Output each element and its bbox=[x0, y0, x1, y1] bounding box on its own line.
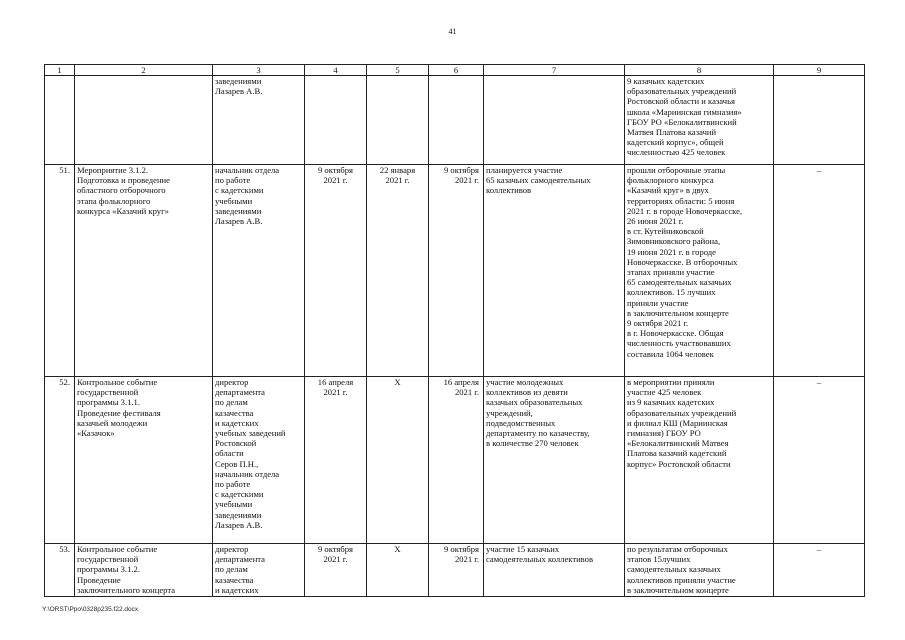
table-row bbox=[45, 544, 865, 597]
responsible-cell: директор департамента по делам казачества и кадетских учебных заведений Ростовской области Серов П.Н., начальник отдела по работе с кадетскими учебными заведениями Лазарев А.В. bbox=[213, 377, 305, 544]
expected-result-cell: участие 15 казачьих самодеятельных коллективов bbox=[484, 544, 625, 597]
column-header: 1 bbox=[45, 65, 75, 76]
plan-end-cell: 22 января 2021 г. bbox=[367, 165, 429, 377]
footer-file-path: Y:\ORST\Ppo\0328p235.f22.docx bbox=[42, 606, 139, 613]
notes-cell: – bbox=[774, 544, 865, 597]
expected-result-cell: планируется участие 65 казачьих самодеятельных коллективов bbox=[484, 165, 625, 377]
expected-result-cell: участие молодежных коллективов из девяти казачьих образовательных учреждений, подведомственных департаменту по казачеству, в количестве 270 человек bbox=[484, 377, 625, 544]
row-number: 51. bbox=[45, 165, 75, 377]
table-row bbox=[45, 377, 865, 544]
row-number: 53. bbox=[45, 544, 75, 597]
responsible-cell: директор департамента по делам казачества и кадетских bbox=[213, 544, 305, 597]
table-row bbox=[45, 165, 865, 377]
expected-result-cell bbox=[484, 76, 625, 165]
column-header: 8 bbox=[625, 65, 774, 76]
column-header: 6 bbox=[429, 65, 484, 76]
fact-start-cell: 9 октября 2021 г. bbox=[429, 165, 484, 377]
column-header: 2 bbox=[75, 65, 213, 76]
actual-result-cell: по результатам отборочных этапов 15лучших самодеятельных казачьих коллективов приняли участие в заключительном концерте bbox=[625, 544, 774, 597]
row-number bbox=[45, 76, 75, 165]
fact-start-cell: 16 апреля 2021 г. bbox=[429, 377, 484, 544]
row-number: 52. bbox=[45, 377, 75, 544]
actual-result-cell: прошли отборочные этапы фольклорного конкурса «Казачий круг» в двух территориях области: 5 июня 2021 г. в городе Новочеркасске, 26 июня 2021 г. в ст. Кутейниковской Зимовниковского района, 19 июня 2021 г. в городе Новочеркасске. В отборочных этапах приняли участие 65 самодеятельных казачьих коллективов. 15 лучших приняли участие в заключительном концерте 9 октября 2021 г. в г. Новочеркасске. Общая численность участвовавших составила 1064 человек bbox=[625, 165, 774, 377]
event-cell bbox=[75, 76, 213, 165]
notes-cell bbox=[774, 76, 865, 165]
plan-end-cell bbox=[367, 76, 429, 165]
actual-result-cell: в мероприятии приняли участие 425 человек из 9 казачьих кадетских образовательных учреждений и филиал КШ (Мариинская гимназия) ГБОУ РО «Белокалитвинский Матвея Платова казачий кадетский корпус» Ростовской области bbox=[625, 377, 774, 544]
column-header: 7 bbox=[484, 65, 625, 76]
notes-cell: – bbox=[774, 377, 865, 544]
event-cell: Мероприятие 3.1.2. Подготовка и проведение областного отборочного этапа фольклорного конкурса «Казачий круг» bbox=[75, 165, 213, 377]
plan-start-cell: 16 апреля 2021 г. bbox=[305, 377, 367, 544]
column-header: 5 bbox=[367, 65, 429, 76]
actual-result-cell: 9 казачьих кадетских образовательных учреждений Ростовской области и казачья школа «Мариинская гимназия» ГБОУ РО «Белокалитвинский Матвея Платова казачий кадетский корпус», общей численностью 425 человек bbox=[625, 76, 774, 165]
responsible-cell: начальник отдела по работе с кадетскими учебными заведениями Лазарев А.В. bbox=[213, 165, 305, 377]
event-cell: Контрольное событие государственной программы 3.1.1. Проведение фестиваля казачьей молодежи «Казачок» bbox=[75, 377, 213, 544]
table-row bbox=[45, 76, 865, 165]
responsible-cell: заведениями Лазарев А.В. bbox=[213, 76, 305, 165]
plan-start-cell: 9 октября 2021 г. bbox=[305, 165, 367, 377]
column-header: 9 bbox=[774, 65, 865, 76]
column-header: 4 bbox=[305, 65, 367, 76]
fact-start-cell: 9 октября 2021 г. bbox=[429, 544, 484, 597]
plan-start-cell: 9 октября 2021 г. bbox=[305, 544, 367, 597]
event-cell: Контрольное событие государственной программы 3.1.2. Проведение заключительного концерта bbox=[75, 544, 213, 597]
column-header-row bbox=[45, 65, 865, 76]
column-header: 3 bbox=[213, 65, 305, 76]
plan-start-cell bbox=[305, 76, 367, 165]
page-number: 41 bbox=[448, 27, 457, 36]
plan-end-cell: Х bbox=[367, 544, 429, 597]
fact-start-cell bbox=[429, 76, 484, 165]
report-table bbox=[44, 64, 865, 597]
notes-cell: – bbox=[774, 165, 865, 377]
plan-end-cell: Х bbox=[367, 377, 429, 544]
